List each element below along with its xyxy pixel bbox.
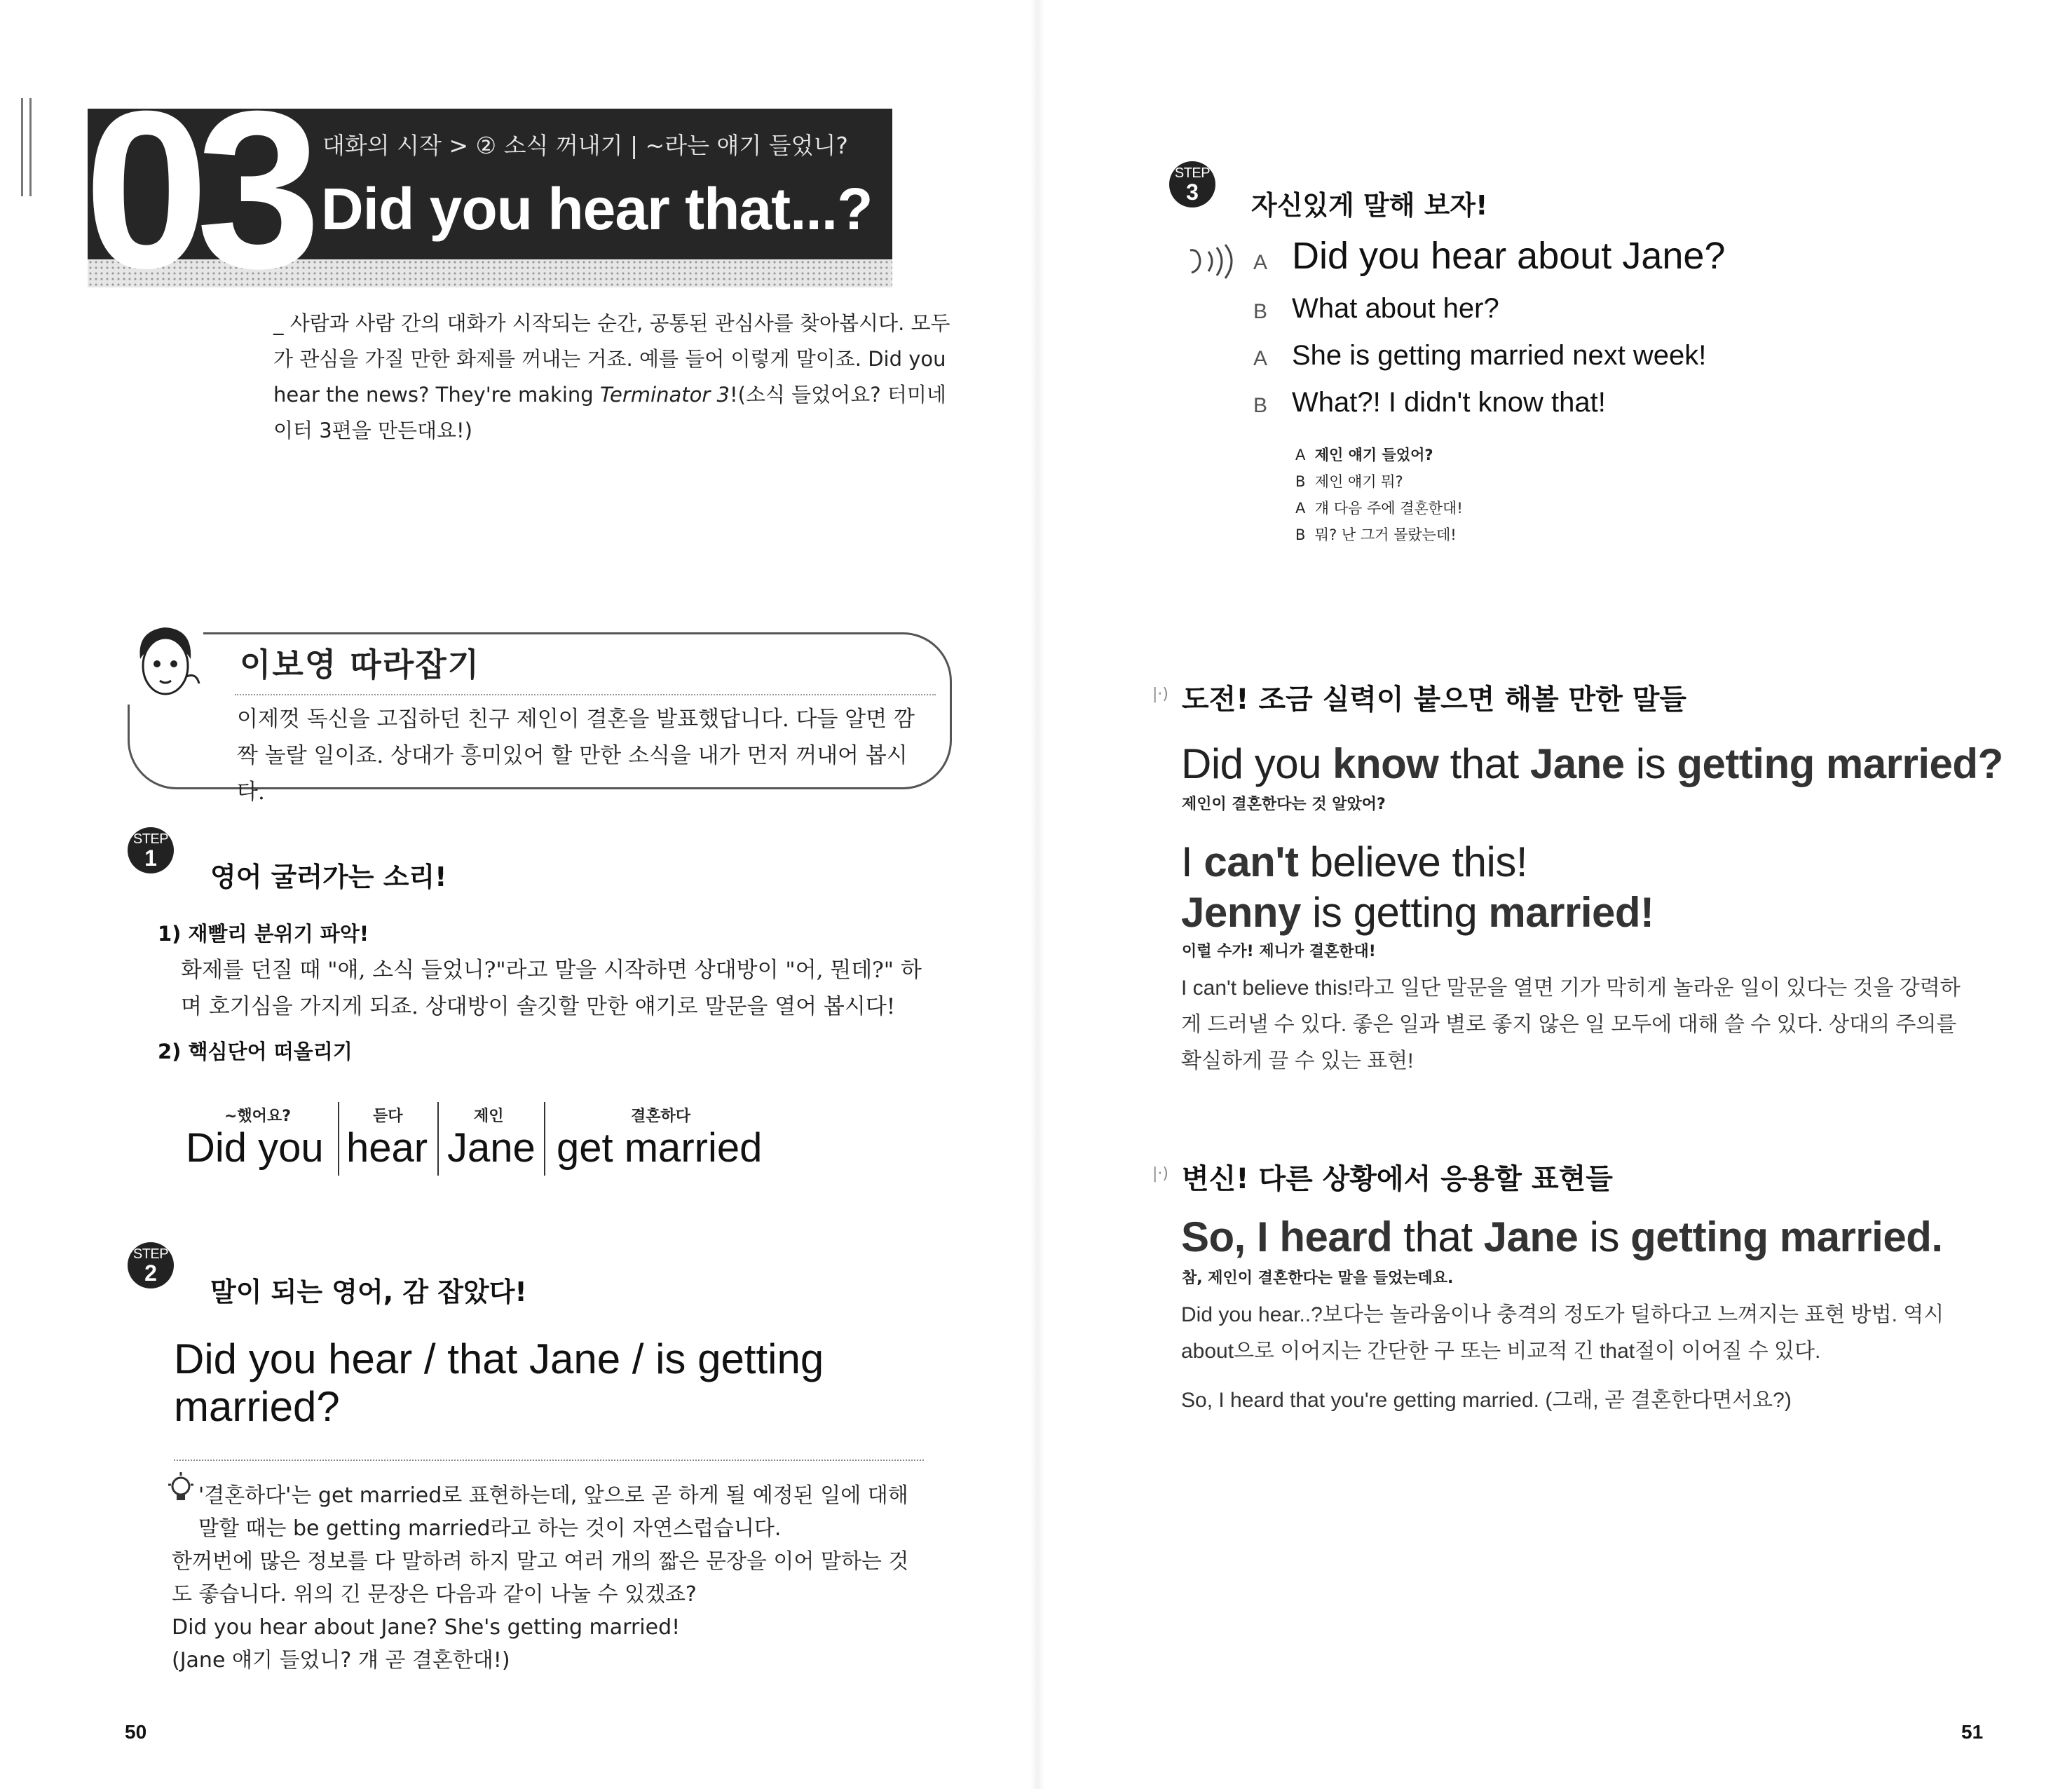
face-illustration-icon [126,620,203,705]
challenge-example-2-line-2: Jenny is getting married! [1181,889,1654,936]
chapter-subtitle: 대화의 시작 > ② 소식 꺼내기 | ~라는 얘기 들었니? [322,132,848,159]
keyword-separator [544,1102,545,1176]
dialogue-line: What about her? [1292,293,1499,324]
keyword-gloss-1: ~했어요? [224,1108,291,1125]
translation-text: 제인 얘기 들었어? [1314,447,1433,463]
transform-gloss: 참, 제인이 결혼한다는 말을 들었는데요. [1182,1270,1454,1287]
keyword-1: Did you [186,1125,324,1171]
keyword-separator [338,1102,339,1176]
page-number-right: 51 [1961,1721,1984,1743]
step1-badge [128,827,174,873]
step2-badge-num: 2 [144,1260,157,1286]
keyword-gloss-3: 제인 [474,1108,504,1125]
step1-heading-2: 2) 핵심단어 떠올리기 [158,1040,353,1063]
challenge-example-2-gloss: 이럴 수가! 제니가 결혼한대! [1182,943,1376,960]
chapter-intro [273,306,953,449]
lee-box-title: 이보영 따라잡기 [240,646,481,683]
translation-speaker: B [1295,526,1306,543]
transform-example: So, I heard that Jane is getting married. [1181,1213,1943,1260]
step1-title: 영어 굴러가는 소리! [210,862,447,892]
dialogue-line: Did you hear about Jane? [1292,235,1726,277]
chapter-title: Did you hear that...? [321,176,873,242]
step3-badge [1169,161,1215,208]
step2-sentence: Did you hear / that Jane / is getting married? [174,1335,824,1430]
translation-line [1295,442,1463,468]
dialogue-line: What?! I didn't know that! [1292,387,1606,418]
intro-text-2: !(소식 들었어요? 터미네이터 3편을 만든대요!) [273,383,946,442]
step1-badge-label: STEP [132,831,169,847]
chapter-number: 03 [84,64,308,315]
step2-divider [174,1460,924,1461]
section-marker-icon: |·) [1152,686,1168,703]
translation-text: 제인 얘기 뭐? [1314,473,1403,490]
page-number-left: 50 [125,1721,147,1743]
transform-heading: 변신! 다른 상황에서 응용할 표현들 [1182,1163,1613,1195]
translation-speaker: A [1295,447,1306,463]
challenge-heading: 도전! 조금 실력이 붙으면 해볼 만한 말들 [1182,683,1687,716]
tip-2: 한꺼번에 많은 정보를 다 말하려 하지 말고 여러 개의 짧은 문장을 이어 말하는 것도 좋습니다. 위의 긴 문장은 다음과 같이 나눌 수 있겠죠? [172,1549,909,1607]
speaker-sound-icon [1185,242,1241,280]
dialogue-line: She is getting married next week! [1292,340,1707,371]
intro-italic: Terminator 3 [599,383,730,407]
step3-badge-num: 3 [1186,179,1199,205]
step3-title: 자신있게 말해 보자! [1251,190,1488,221]
section-marker-icon: |·) [1152,1165,1168,1183]
keyword-gloss-4: 결혼하다 [631,1108,691,1125]
dialogue-speaker: B [1253,300,1268,323]
step2-badge-label: STEP [132,1246,169,1262]
challenge-explanation: I can't believe this!라고 일단 말문을 열면 기가 막히게 놀라운 일이 있다는 것을 강력하게 드러낼 수 있다. 좋은 일과 별로 좋지 않은 일 모두에 대해 쓸 수 있다. 상대의 주의를 확실하게 끌 수 있는 표현! [1181,977,1961,1073]
tip-4: (Jane 얘기 들었니? 걔 곧 결혼한대!) [172,1648,510,1673]
step1-badge-num: 1 [144,845,157,871]
dialogue-speaker: A [1253,251,1268,274]
intro-text-1: _ 사람과 사람 간의 대화가 시작되는 순간, 공통된 관심사를 찾아봅시다. 모두가 관심을 가질 만한 화제를 꺼내는 거죠. 예를 들어 이렇게 말이죠. Did you hear the news? They're making [273,311,950,407]
translation-line [1295,468,1463,495]
challenge-example-1: Did you know that Jane is getting married? [1181,740,2003,787]
translation-speaker: B [1295,473,1306,490]
translation-line [1295,522,1463,548]
transform-example-sentence: So, I heard that you're getting married. (그래, 곧 결혼한다면서요?) [1181,1389,1792,1412]
keyword-gloss-2: 듣다 [373,1108,403,1125]
dialogue-speaker: A [1253,347,1268,370]
step2-tips [172,1479,922,1677]
keyword-3: Jane [447,1125,536,1171]
step3-badge-label: STEP [1174,165,1211,181]
book-spine [1030,0,1044,1789]
translation-text: 걔 다음 주에 결혼한대! [1314,500,1463,517]
keyword-2: hear [346,1125,428,1171]
step1-text-1: 화제를 던질 때 "얘, 소식 들었니?"라고 말을 시작하면 상대방이 "어, 뭔데?" 하며 호기심을 가지게 되죠. 상대방이 솔깃할 만한 얘기로 말문을 열어 봅시다! [181,958,922,1019]
translation-text: 뭐? 난 그거 몰랐는데! [1314,526,1457,543]
translation-speaker: A [1295,500,1306,517]
keyword-separator [437,1102,439,1176]
tip-3: Did you hear about Jane? She's getting married! [172,1615,681,1640]
transform-explanation: Did you hear..?보다는 놀라움이나 충격의 정도가 덜하다고 느껴지는 표현 방법. 역시 about으로 이어지는 간단한 구 또는 비교적 긴 that절이 이어질 수 있다. [1181,1303,1944,1363]
lee-box-divider [235,694,936,695]
step2-title: 말이 되는 영어, 감 잡았다! [210,1277,527,1307]
tip-1: '결혼하다'는 get married로 표현하는데, 앞으로 곧 하게 될 예정된 일에 대해 말할 때는 be getting married라고 하는 것이 자연스럽습니다. [198,1483,908,1541]
translation-line [1295,495,1463,522]
dialogue-speaker: B [1253,394,1268,417]
challenge-example-2-line-1: I can't believe this! [1181,838,1528,885]
keyword-4: get married [557,1125,763,1171]
step1-heading-1: 1) 재빨리 분위기 파악! [158,922,369,946]
dialogue-translation [1295,442,1463,548]
step2-badge [128,1242,174,1288]
challenge-example-1-gloss: 제인이 결혼한다는 것 알았어? [1182,796,1386,813]
lee-box-text: 이제껏 독신을 고집하던 친구 제인이 결혼을 발표했답니다. 다들 알면 깜짝 놀랄 일이죠. 상대가 흥미있어 할 만한 소식을 내가 먼저 꺼내어 봅시다. [237,707,915,805]
